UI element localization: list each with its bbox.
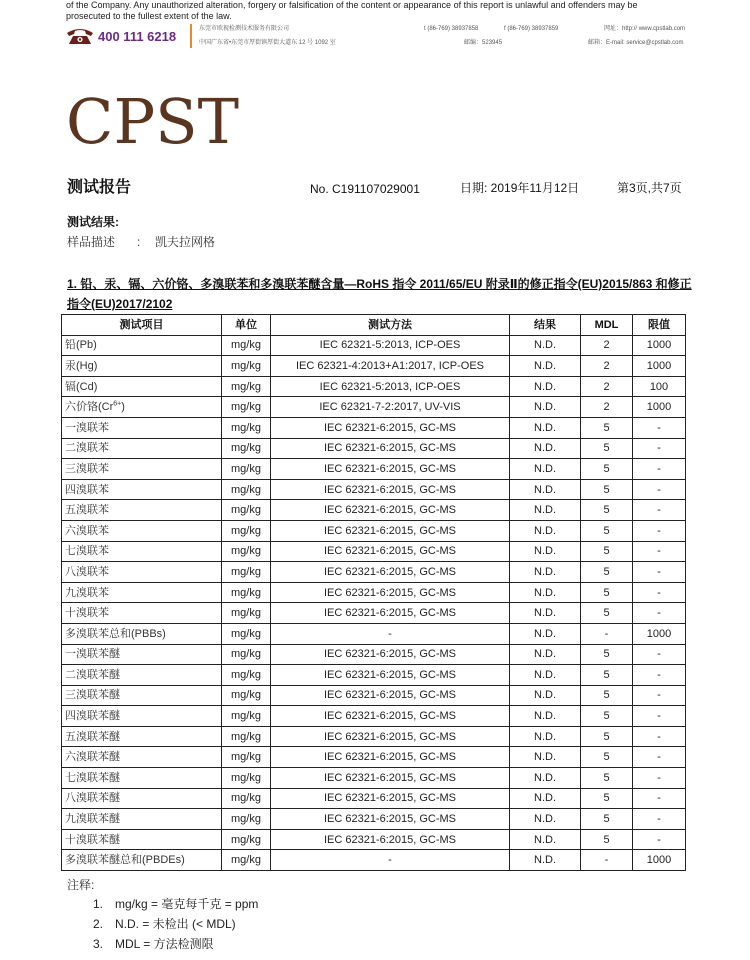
cell-unit: mg/kg	[222, 376, 271, 397]
cell-limit: 1000	[633, 850, 686, 871]
table-row	[62, 603, 686, 624]
table-row	[62, 623, 686, 644]
cell-mdl: 5	[581, 541, 633, 562]
cell-test-item: 一溴联苯	[62, 417, 222, 438]
section-title: 1. 铅、汞、镉、六价铬、多溴联苯和多溴联苯醚含量—RoHS 指令 2011/65/EU 附录Ⅱ的修正指令(EU)2015/863 和修正指令(EU)2017/2102	[67, 277, 692, 311]
cell-mdl: 5	[581, 479, 633, 500]
cell-limit: -	[633, 562, 686, 583]
report-title: 测试报告	[67, 179, 132, 196]
company-name: 东莞市欧视检测技术服务有限公司	[199, 26, 290, 32]
cell-test-method: IEC 62321-6:2015, GC-MS	[271, 685, 510, 706]
cell-limit: -	[633, 685, 686, 706]
cell-result: N.D.	[510, 376, 581, 397]
table-row	[62, 726, 686, 747]
cpst-logo: CPST	[66, 85, 239, 158]
cell-test-item: 多溴联苯总和(PBBs)	[62, 623, 222, 644]
cell-result: N.D.	[510, 850, 581, 871]
cell-unit: mg/kg	[222, 747, 271, 768]
cell-result: N.D.	[510, 397, 581, 418]
cell-result: N.D.	[510, 809, 581, 830]
cell-mdl: 5	[581, 829, 633, 850]
cell-result: N.D.	[510, 356, 581, 377]
cell-test-item: 六溴联苯	[62, 520, 222, 541]
email-link[interactable]: E-mail: service@cpstlab.com	[606, 40, 684, 46]
cell-test-method: IEC 62321-4:2013+A1:2017, ICP-OES	[271, 356, 510, 377]
telephone-icon	[66, 27, 94, 45]
report-number: No. C191107029001	[310, 182, 420, 196]
cell-test-method: IEC 62321-6:2015, GC-MS	[271, 747, 510, 768]
cell-test-item: 一溴联苯醚	[62, 644, 222, 665]
note-item	[93, 917, 258, 937]
cell-test-method: IEC 62321-6:2015, GC-MS	[271, 644, 510, 665]
cell-result: N.D.	[510, 788, 581, 809]
table-row	[62, 562, 686, 583]
cell-result: N.D.	[510, 520, 581, 541]
cell-result: N.D.	[510, 829, 581, 850]
website-label: 网址：	[604, 26, 623, 32]
cell-mdl: 5	[581, 788, 633, 809]
table-row	[62, 520, 686, 541]
cell-test-item: 八溴联苯醚	[62, 788, 222, 809]
cell-result: N.D.	[510, 500, 581, 521]
note-item	[93, 897, 258, 917]
cell-test-item: 八溴联苯	[62, 562, 222, 583]
cell-result: N.D.	[510, 644, 581, 665]
cell-unit: mg/kg	[222, 726, 271, 747]
page-indicator: 第3页,共7页	[617, 181, 682, 195]
cell-unit: mg/kg	[222, 520, 271, 541]
cell-limit: -	[633, 541, 686, 562]
item-superscript: 6+	[113, 400, 122, 408]
cell-test-method: IEC 62321-6:2015, GC-MS	[271, 603, 510, 624]
cell-test-method: IEC 62321-7-2:2017, UV-VIS	[271, 397, 510, 418]
cell-limit: -	[633, 459, 686, 480]
cell-unit: mg/kg	[222, 356, 271, 377]
cell-unit: mg/kg	[222, 850, 271, 871]
cell-test-method: IEC 62321-6:2015, GC-MS	[271, 726, 510, 747]
cell-mdl: 5	[581, 768, 633, 789]
company-address: 中国广东省•东莞市厚街镇厚街大道东 12 号 1092 室	[199, 40, 336, 46]
header-limit: 限值	[633, 315, 686, 336]
cell-test-item: 五溴联苯	[62, 500, 222, 521]
cell-mdl: 2	[581, 397, 633, 418]
note-number: 1.	[93, 897, 104, 911]
cell-test-method: IEC 62321-6:2015, GC-MS	[271, 541, 510, 562]
cell-test-item: 十溴联苯	[62, 603, 222, 624]
cell-test-item: 九溴联苯醚	[62, 809, 222, 830]
cell-limit: -	[633, 809, 686, 830]
cell-limit: -	[633, 829, 686, 850]
cell-unit: mg/kg	[222, 500, 271, 521]
cell-test-item: 九溴联苯	[62, 582, 222, 603]
cell-mdl: 5	[581, 809, 633, 830]
cell-unit: mg/kg	[222, 417, 271, 438]
cell-test-method: IEC 62321-6:2015, GC-MS	[271, 582, 510, 603]
cell-test-item	[62, 397, 222, 418]
header-test-method: 测试方法	[271, 315, 510, 336]
cell-test-method: IEC 62321-6:2015, GC-MS	[271, 788, 510, 809]
cell-test-method: IEC 62321-6:2015, GC-MS	[271, 562, 510, 583]
cell-test-item: 二溴联苯	[62, 438, 222, 459]
cell-unit: mg/kg	[222, 685, 271, 706]
cell-unit: mg/kg	[222, 623, 271, 644]
cell-unit: mg/kg	[222, 397, 271, 418]
cell-result: N.D.	[510, 438, 581, 459]
cell-unit: mg/kg	[222, 335, 271, 356]
cell-test-item: 七溴联苯	[62, 541, 222, 562]
table-row	[62, 829, 686, 850]
note-text: mg/kg = 毫克每千克 = ppm	[115, 897, 259, 911]
results-table	[61, 314, 686, 871]
table-row	[62, 809, 686, 830]
cell-unit: mg/kg	[222, 479, 271, 500]
table-row	[62, 479, 686, 500]
cell-test-method: IEC 62321-6:2015, GC-MS	[271, 706, 510, 727]
cell-mdl: 5	[581, 665, 633, 686]
cell-unit: mg/kg	[222, 809, 271, 830]
cell-test-method: IEC 62321-6:2015, GC-MS	[271, 665, 510, 686]
note-number: 2.	[93, 917, 104, 931]
cell-result: N.D.	[510, 417, 581, 438]
cell-limit: -	[633, 520, 686, 541]
cell-result: N.D.	[510, 665, 581, 686]
table-row	[62, 397, 686, 418]
cell-test-method: IEC 62321-6:2015, GC-MS	[271, 417, 510, 438]
notes-list	[93, 897, 258, 957]
table-row	[62, 644, 686, 665]
cell-test-method: -	[271, 623, 510, 644]
table-row	[62, 541, 686, 562]
cell-result: N.D.	[510, 603, 581, 624]
legal-disclaimer	[66, 0, 706, 22]
sample-description-value: 凯夫拉网格	[155, 235, 216, 249]
cell-result: N.D.	[510, 479, 581, 500]
cell-mdl: 5	[581, 726, 633, 747]
note-text: N.D. = 未检出 (< MDL)	[115, 917, 236, 931]
cell-unit: mg/kg	[222, 768, 271, 789]
cell-limit: -	[633, 706, 686, 727]
cell-limit: 1000	[633, 623, 686, 644]
cell-unit: mg/kg	[222, 459, 271, 480]
table-header-row	[62, 315, 686, 336]
cell-mdl: 5	[581, 417, 633, 438]
cell-unit: mg/kg	[222, 438, 271, 459]
table-row	[62, 356, 686, 377]
cell-limit: -	[633, 603, 686, 624]
cell-unit: mg/kg	[222, 603, 271, 624]
cell-test-item: 三溴联苯	[62, 459, 222, 480]
cell-result: N.D.	[510, 541, 581, 562]
cell-limit: 1000	[633, 397, 686, 418]
cell-mdl: 5	[581, 706, 633, 727]
header-mdl: MDL	[581, 315, 633, 336]
note-text: MDL = 方法检测限	[115, 937, 214, 951]
cell-test-item: 铅(Pb)	[62, 335, 222, 356]
fax: f (86-769) 38937859	[504, 26, 559, 32]
postcode: 523945	[482, 40, 503, 46]
cell-mdl: -	[581, 623, 633, 644]
cell-mdl: 5	[581, 520, 633, 541]
cell-result: N.D.	[510, 706, 581, 727]
table-row	[62, 376, 686, 397]
cell-limit: -	[633, 479, 686, 500]
cell-limit: -	[633, 582, 686, 603]
table-row	[62, 438, 686, 459]
cell-result: N.D.	[510, 582, 581, 603]
note-number: 3.	[93, 937, 104, 951]
table-row	[62, 500, 686, 521]
cell-test-method: IEC 62321-6:2015, GC-MS	[271, 438, 510, 459]
cell-unit: mg/kg	[222, 541, 271, 562]
table-row	[62, 768, 686, 789]
cell-result: N.D.	[510, 685, 581, 706]
cell-limit: 1000	[633, 356, 686, 377]
disclaimer-line-1: of the Company. Any unauthorized alteration, forgery or falsification of the content or appearance of this report is unlawful and offenders may be	[66, 0, 638, 10]
header-test-item: 测试项目	[62, 315, 222, 336]
cell-mdl: 2	[581, 376, 633, 397]
cell-mdl: 5	[581, 582, 633, 603]
test-results-heading: 测试结果:	[67, 215, 119, 229]
disclaimer-line-2: prosecuted to the fullest extent of the law.	[66, 11, 232, 21]
report-date: 日期: 2019年11月12日	[460, 181, 580, 195]
cell-test-item: 汞(Hg)	[62, 356, 222, 377]
sample-description-label: 样品描述	[67, 235, 116, 249]
website-link[interactable]: http:// www.cpstlab.com	[622, 26, 686, 32]
cell-test-item: 五溴联苯醚	[62, 726, 222, 747]
cell-result: N.D.	[510, 459, 581, 480]
cell-test-item: 三溴联苯醚	[62, 685, 222, 706]
cell-unit: mg/kg	[222, 706, 271, 727]
cell-unit: mg/kg	[222, 788, 271, 809]
item-name-tail: )	[121, 401, 125, 414]
cell-result: N.D.	[510, 623, 581, 644]
hotline-number: 400 111 6218	[98, 29, 177, 44]
cell-mdl: -	[581, 850, 633, 871]
cell-result: N.D.	[510, 726, 581, 747]
item-name: 六价铬(Cr	[65, 401, 114, 414]
table-row	[62, 788, 686, 809]
cell-limit: -	[633, 788, 686, 809]
table-row	[62, 665, 686, 686]
cell-test-item: 多溴联苯醚总和(PBDEs)	[62, 850, 222, 871]
telephone: t (86-769) 38937858	[424, 26, 479, 32]
cell-unit: mg/kg	[222, 582, 271, 603]
cell-limit: 100	[633, 376, 686, 397]
table-row	[62, 706, 686, 727]
note-item	[93, 937, 258, 957]
cell-limit: -	[633, 665, 686, 686]
cell-result: N.D.	[510, 562, 581, 583]
cell-test-method: IEC 62321-6:2015, GC-MS	[271, 829, 510, 850]
cell-test-method: IEC 62321-6:2015, GC-MS	[271, 809, 510, 830]
cell-limit: 1000	[633, 335, 686, 356]
cell-mdl: 2	[581, 335, 633, 356]
cell-result: N.D.	[510, 747, 581, 768]
cell-mdl: 5	[581, 500, 633, 521]
cell-unit: mg/kg	[222, 562, 271, 583]
cell-unit: mg/kg	[222, 665, 271, 686]
table-row	[62, 685, 686, 706]
cell-mdl: 5	[581, 747, 633, 768]
cell-limit: -	[633, 747, 686, 768]
cell-test-method: IEC 62321-6:2015, GC-MS	[271, 500, 510, 521]
header-result: 结果	[510, 315, 581, 336]
notes-title: 注释:	[67, 878, 95, 892]
cell-test-item: 四溴联苯醚	[62, 706, 222, 727]
cell-limit: -	[633, 500, 686, 521]
cell-result: N.D.	[510, 335, 581, 356]
cell-test-item: 四溴联苯	[62, 479, 222, 500]
cell-limit: -	[633, 768, 686, 789]
cell-mdl: 5	[581, 438, 633, 459]
cell-mdl: 5	[581, 603, 633, 624]
cell-mdl: 5	[581, 644, 633, 665]
cell-unit: mg/kg	[222, 644, 271, 665]
contact-bar	[64, 23, 704, 51]
sample-description-colon: :	[137, 235, 141, 249]
cell-test-item: 六溴联苯醚	[62, 747, 222, 768]
cell-test-method: IEC 62321-5:2013, ICP-OES	[271, 335, 510, 356]
cell-mdl: 5	[581, 459, 633, 480]
table-row	[62, 335, 686, 356]
email-label: 邮箱：	[588, 40, 607, 46]
cell-test-method: IEC 62321-5:2013, ICP-OES	[271, 376, 510, 397]
sample-description-row	[67, 235, 215, 250]
cell-mdl: 2	[581, 356, 633, 377]
cell-test-method: IEC 62321-6:2015, GC-MS	[271, 459, 510, 480]
cell-test-item: 镉(Cd)	[62, 376, 222, 397]
cell-unit: mg/kg	[222, 829, 271, 850]
cell-test-method: IEC 62321-6:2015, GC-MS	[271, 768, 510, 789]
cell-test-item: 七溴联苯醚	[62, 768, 222, 789]
cell-limit: -	[633, 438, 686, 459]
table-row	[62, 582, 686, 603]
postcode-label: 邮编：	[464, 40, 483, 46]
cell-test-method: IEC 62321-6:2015, GC-MS	[271, 479, 510, 500]
cell-test-method: IEC 62321-6:2015, GC-MS	[271, 520, 510, 541]
header-unit: 单位	[222, 315, 271, 336]
contact-separator	[190, 24, 192, 48]
cell-limit: -	[633, 726, 686, 747]
cell-mdl: 5	[581, 562, 633, 583]
table-row	[62, 747, 686, 768]
cell-result: N.D.	[510, 768, 581, 789]
cell-limit: -	[633, 417, 686, 438]
table-row	[62, 850, 686, 871]
cell-limit: -	[633, 644, 686, 665]
table-row	[62, 417, 686, 438]
cell-test-item: 二溴联苯醚	[62, 665, 222, 686]
cell-mdl: 5	[581, 685, 633, 706]
cell-test-method: -	[271, 850, 510, 871]
cell-test-item: 十溴联苯醚	[62, 829, 222, 850]
table-row	[62, 459, 686, 480]
